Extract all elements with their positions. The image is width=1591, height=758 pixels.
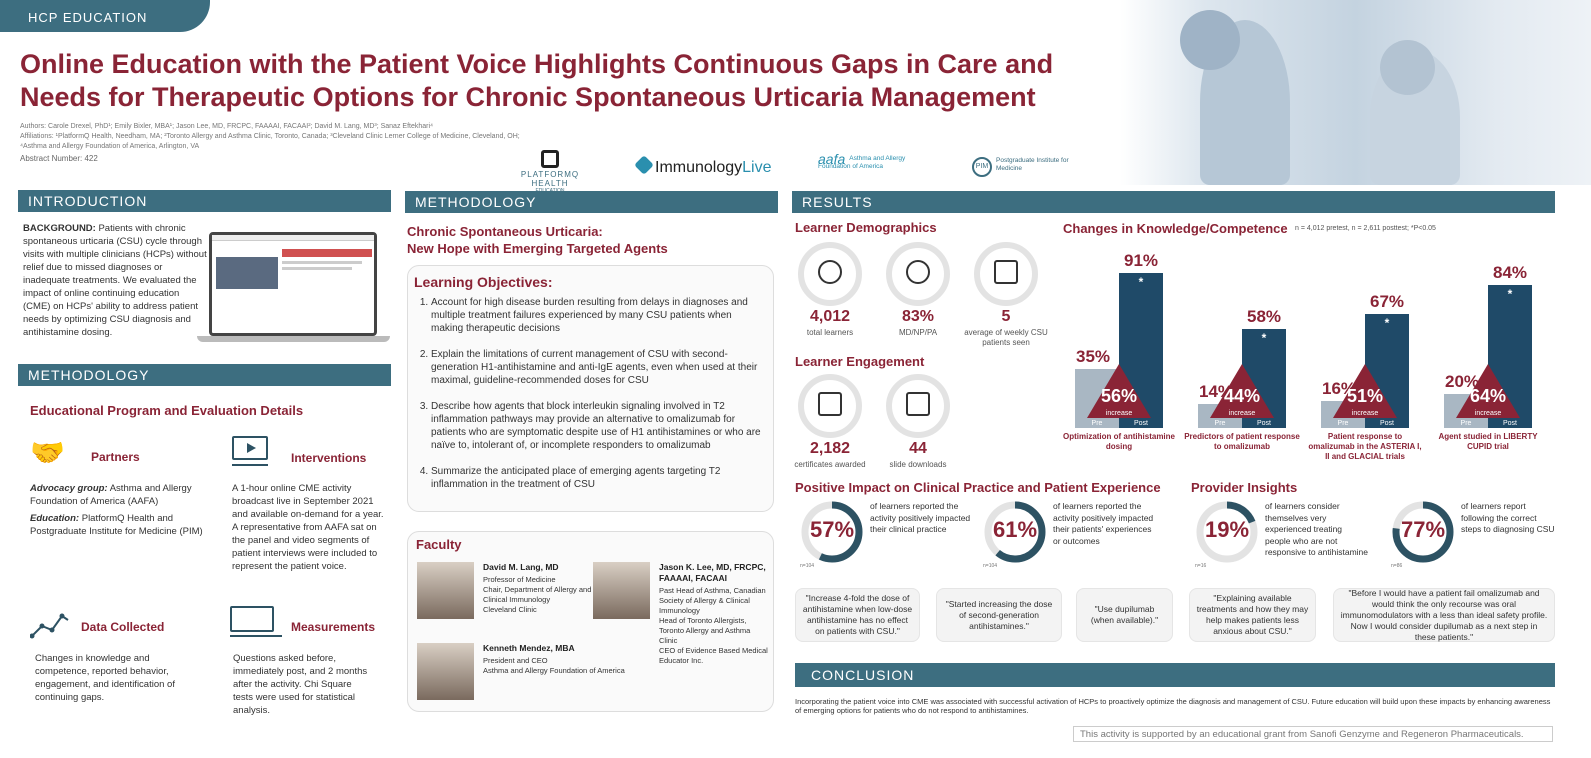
ring-n: n=104 (983, 563, 998, 569)
pre-tick: Pre (1460, 420, 1472, 427)
stat-value: 4,012 (809, 308, 851, 325)
post-tick: Post (1256, 420, 1271, 427)
conclusion-text: Incorporating the patient voice into CME was associated with successful activation of HCPs to proactively optimize the diagnosis and management of CSU. Future education will build upon these impacts by enhancing awareness of emerging options for patients who do not respond to antihistamines. (795, 697, 1551, 715)
ring-value: 61% (992, 517, 1038, 542)
increase-label: increase (1228, 410, 1256, 417)
category-label: Patient response to omalizumab in the ASTERIA I, II and GLACIAL trials (1308, 432, 1422, 461)
category-label: Agent studied in LIBERTY CUPID trial (1438, 432, 1538, 451)
program-details-heading: Educational Program and Evaluation Details (30, 403, 304, 418)
faculty-name: Jason K. Lee, MD, FRCPC, FAAAAI, FACAAI (659, 562, 766, 583)
partners-title: Partners (91, 450, 140, 464)
platformq-logo: PLATFORMQ HEALTH (505, 150, 595, 194)
quote-bubble: "Increase 4-fold the dose of antihistamine when low-dose antihistamine has no effect on patients with CSU." (795, 588, 920, 642)
hero-photo (1120, 0, 1591, 185)
abstract-number: Abstract Number: 422 (20, 154, 98, 163)
faculty-photo (417, 562, 474, 619)
monitor-icon (230, 606, 282, 640)
interventions-title: Interventions (291, 451, 367, 465)
pre-tick: Pre (1214, 420, 1226, 427)
ring-text: of learners report following the correct steps to diagnosing CSU (1461, 501, 1555, 534)
increase-value: 64% (1469, 386, 1507, 406)
provider-title: Provider Insights (1191, 480, 1298, 495)
category-label: Optimization of antihistamine dosing (1062, 432, 1175, 451)
chart-note: n = 4,012 pretest, n = 2,611 posttest; *P<0.05 (1295, 225, 1436, 232)
stat-label: certificates awarded (794, 460, 866, 469)
stat-value: 2,182 (809, 440, 851, 457)
support-statement: This activity is supported by an educational grant from Sanofi Genzyme and Regeneron Pharmaceuticals. (1073, 726, 1553, 742)
post-label: 67% (1369, 292, 1405, 312)
faculty-name: David M. Lang, MD (483, 562, 559, 572)
target-icon (906, 260, 930, 284)
pre-tick: Pre (1091, 420, 1103, 427)
stat-label: total learners (806, 328, 854, 337)
increase-value: 56% (1100, 386, 1138, 406)
ring-text: of learners consider themselves very experienced treating people who are not responsive to antihistamine (1265, 501, 1369, 557)
increase-label: increase (1474, 410, 1502, 417)
quote-bubble: "Started increasing the dose of second-generation antihistamines." (936, 588, 1062, 642)
faculty-bio: President and CEO Asthma and Allergy Foundation of America (483, 656, 625, 675)
course-title: Chronic Spontaneous Urticaria: New Hope with Emerging Targeted Agents (407, 224, 668, 256)
ring-text: of learners reported the activity positively impacted their patients' experiences or outcomes (1053, 501, 1154, 546)
pre-label: 16% (1321, 378, 1357, 398)
objective-item: 4. Summarize the anticipated place of emerging agents targeting T2 inflammation in the treatment of CSU (431, 465, 763, 491)
faculty-photo (417, 643, 474, 700)
laptop-screenshot (197, 232, 390, 342)
faculty-photo (593, 562, 650, 619)
objective-item: 2. Explain the limitations of current management of CSU with second-generation H1-antihistamine and anti-IgE agents, even when used at their maximal, guideline-recommended doses for CSU (431, 348, 763, 387)
category-label: Predictors of patient response to omalizumab (1184, 432, 1300, 451)
chart-title: Changes in Knowledge/Competence (1063, 221, 1288, 236)
pre-label: 20% (1444, 372, 1480, 391)
intro-background: BACKGROUND: Patients with chronic spontaneous urticaria (CSU) cycle through visits with multiple clinicians (HCPs) without relief due to missed diagnoses or inadequate treatments. We evaluated the impact of online continuing education (CME) on HCPs' ability to address patient needs by optimizing CSU diagnosis and antihistamine dosing. (23, 223, 207, 338)
increase-label: increase (1351, 410, 1379, 417)
ring-n: n=104 (800, 563, 815, 569)
increase-value: 44% (1223, 386, 1261, 406)
increase-value: 51% (1346, 386, 1384, 406)
quote-bubble: "Use dupilumab (when available)." (1076, 588, 1173, 642)
significance-star: * (1261, 331, 1267, 346)
pre-label: 35% (1075, 346, 1111, 366)
stat-label: MD/NP/PA (898, 328, 938, 337)
immunologylive-logo: ImmunologyLive (637, 158, 772, 177)
line-graph-icon (30, 610, 70, 640)
learning-objectives-box (407, 265, 774, 512)
authors: Authors: Carole Drexel, PhD¹; Emily Bixler, MBA¹; Jason Lee, MD, FRCPC, FAAAAI, FACAAI²; David M. Lang, MD³; Sanaz Eftekhari⁴ Affiliations: ¹PlatformQ Health, Needham, MA; ²Toronto Allergy and Asthma Clinic, Toronto, Canada; ³Cleveland Clinic Lerner College of Medicine, Cleveland, OH; ⁴Asthma and Allergy Foundation of America, Arlington, VA (20, 123, 520, 150)
significance-star: * (1507, 287, 1513, 302)
poster-title: Online Education with the Patient Voice Highlights Continuous Gaps in Care and Needs for Therapeutic Options for Chronic Spontaneous Urticaria Management (20, 49, 1054, 112)
data-collected-title: Data Collected (81, 620, 165, 634)
aafa-logo: aafa Asthma and Allergy Foundation of America (818, 151, 906, 170)
conclusion-heading: CONCLUSION (795, 663, 1555, 687)
increase-label: increase (1105, 410, 1133, 417)
intro-heading: INTRODUCTION (18, 190, 391, 212)
post-tick: Post (1133, 420, 1148, 427)
ring-text: of learners reported the activity positively impacted their clinical practice (870, 501, 971, 534)
stat-label: average of weekly CSU patients seen (964, 328, 1048, 347)
person-icon (818, 260, 842, 284)
stat-label: slide downloads (889, 460, 947, 469)
objective-item: 3. Describe how agents that block interleukin signaling involved in T2 inflammation pathways may provide an alternative to omalizumab for patients who are symptomatic despite use of H1 antihistamines or who are naïve to, intolerant of, or incomplete responders to omalizumab (431, 400, 763, 452)
interventions-text: A 1-hour online CME activity broadcast live in September 2021 and available on-demand for a year. A representative from AAFA sat on the panel and video segments of patient interviews were included to represent the patient voice. (232, 483, 384, 572)
measurements-title: Measurements (291, 620, 376, 634)
ring-value: 77% (1400, 517, 1446, 542)
quote-bubble: "Before I would have a patient fail omalizumab and would think the only recourse was oral immunomodulators with a less than ideal safety profile. Now I would consider dupilumab as a next step in these patients." (1333, 588, 1555, 642)
post-label: 91% (1123, 251, 1159, 271)
faculty-title: Faculty (416, 537, 462, 552)
impact-title: Positive Impact on Clinical Practice and Patient Experience (795, 480, 1161, 495)
presentation-icon (906, 392, 930, 416)
video-icon (232, 436, 268, 472)
faculty-bio: Past Head of Asthma, Canadian Society of Allergy & Clinical Immunology Head of Toronto Allergists, Toronto Allergy and Asthma Clinic CEO of Evidence Based Medical Educator Inc. (659, 586, 768, 665)
knowledge-chart (1063, 240, 1555, 470)
objectives-list (431, 296, 763, 491)
stat-value: 44 (909, 440, 927, 457)
post-label: 84% (1492, 263, 1528, 283)
objective-item: 1. Account for high disease burden resulting from delays in diagnoses and multiple treatment failures experienced by many CSU patients when making therapeutic decisions (431, 296, 763, 335)
post-tick: Post (1379, 420, 1394, 427)
post-label: 58% (1246, 307, 1282, 327)
pim-logo: PIM Postgraduate Institute for Medicine (972, 157, 1072, 177)
results-heading: RESULTS (792, 191, 1555, 213)
significance-star: * (1138, 275, 1144, 290)
measurements-text: Questions asked before, immediately post, and 2 months after the activity. Chi Square tests were used for statistical analysis. (233, 653, 368, 716)
faculty-bio: Professor of Medicine Chair, Department of Allergy and Clinical Immunology Cleveland Clinic (483, 575, 592, 614)
faculty-name: Kenneth Mendez, MBA (483, 643, 575, 653)
ring-value: 57% (809, 517, 855, 542)
data-collected-text: Changes in knowledge and competence, reported behavior, engagement, and identification of continuing gaps. (35, 653, 175, 703)
methodology-mid-heading: METHODOLOGY (405, 191, 778, 213)
hcp-education-tag: HCP EDUCATION (0, 0, 210, 32)
ring-n: n=16 (1195, 563, 1207, 569)
demographics-title: Learner Demographics (795, 220, 937, 235)
stat-value: 83% (901, 308, 935, 325)
engagement-title: Learner Engagement (795, 354, 925, 369)
ring-n: n=86 (1391, 563, 1403, 569)
stat-value: 5 (1001, 308, 1011, 325)
quote-bubble: "Explaining available treatments and how they may help makes patients less anxious about CSU." (1189, 588, 1316, 642)
calendar-icon (994, 260, 1018, 284)
pre-label: 14% (1198, 382, 1234, 402)
handshake-icon: 🤝 (30, 437, 65, 468)
certificate-icon (818, 392, 842, 416)
significance-star: * (1384, 316, 1390, 331)
methodology-left-heading: METHODOLOGY (18, 364, 391, 386)
pre-tick: Pre (1337, 420, 1349, 427)
partners-text: Advocacy group: Asthma and Allergy Foundation of America (AAFA) Education: PlatformQ Health and Postgraduate Institute for Medicine (PIM) (30, 483, 203, 537)
objectives-title: Learning Objectives: (414, 274, 553, 290)
ring-value: 19% (1204, 517, 1250, 542)
post-tick: Post (1502, 420, 1517, 427)
